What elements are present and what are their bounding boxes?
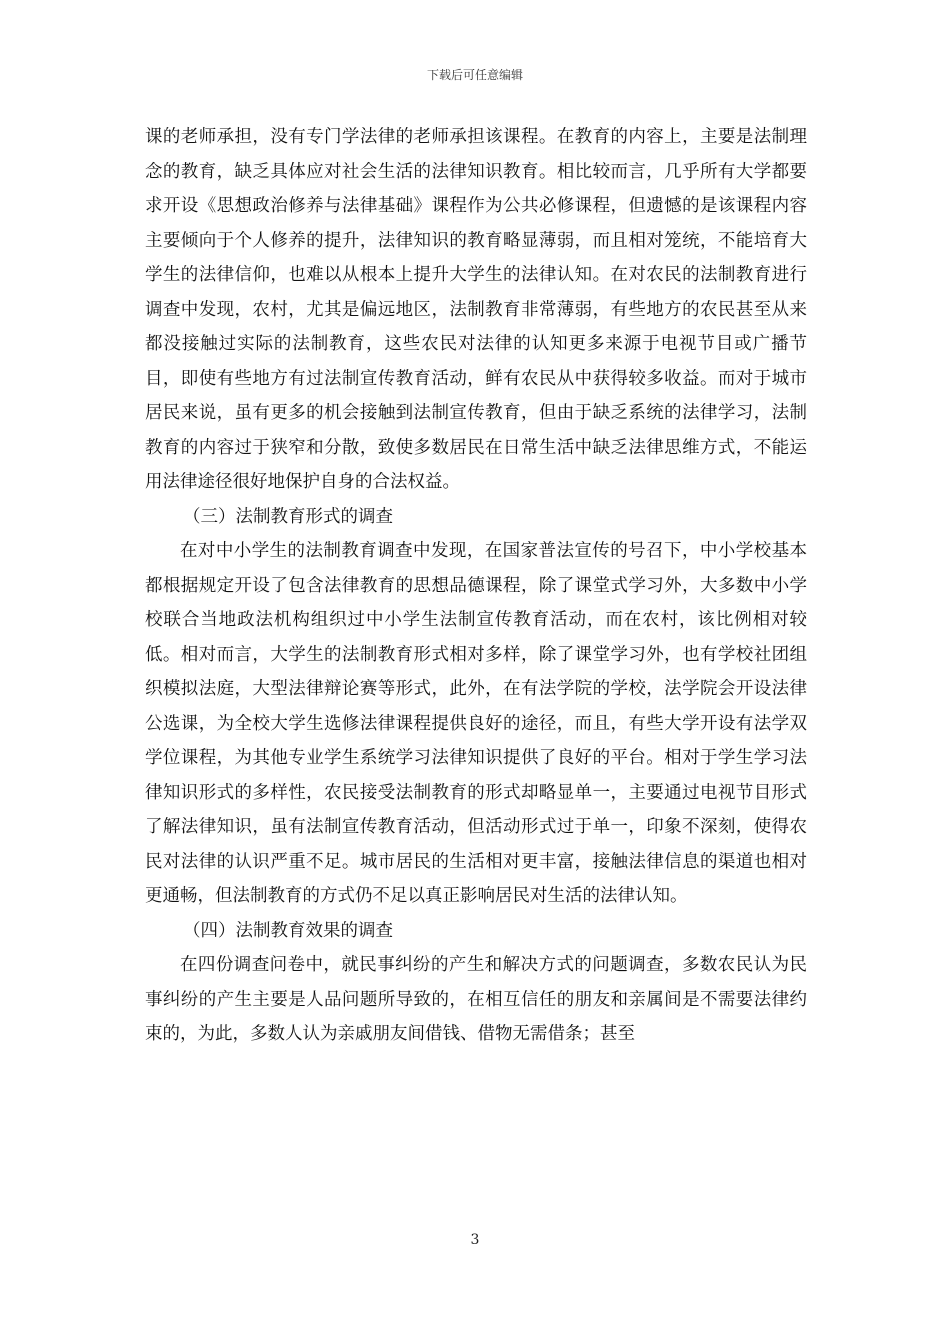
section-heading-4: （四）法制教育效果的调查 (183, 920, 393, 941)
section-heading-3: （三）法制教育形式的调查 (183, 506, 393, 527)
page-header: 下载后可任意编辑 (426, 68, 523, 82)
paragraph-continued: 课的老师承担，没有专门学法律的老师承担该课程。在教育的内容上，主要是法制理念的教育，缺乏具体应对社会生活的法律知识教育。相比较而言，几乎所有大学都要求开设《思想政治修养与法律基础》课程作为公共必修课程，但遗憾的是该课程内容主要倾向于个人修养的提升，法律知识的教育略显薄弱，而且相对笼统，不能培育大学生的法律信仰，也难以从根本上提升大学生的法律认知。在对农民的法制教育进行调查中发现，农村，尤其是偏远地区，法制教育非常薄弱，有些地方的农民甚至从来都没接触过实际的法制教育，这些农民对法律的认知更多来源于电视节目或广播节目，即使有些地方有过法制宣传教育活动，鲜有农民从中获得较多收益。而对于城市居民来说，虽有更多的机会接触到法制宣传教育，但由于缺乏系统的法律学习，法制教育的内容过于狭窄和分散，致使多数居民在日常生活中缺乏法律思维方式，不能运用法律途径很好地保护自身的合法权益。 (145, 127, 807, 492)
paragraph-education-effects: 在四份调查问卷中，就民事纠纷的产生和解决方式的问题调查，多数农民认为民事纠纷的产生主要是人品问题所导致的，在相互信任的朋友和亲属间是不需要法律约束的，为此，多数人认为亲戚朋友间借钱、借物无需借条；甚至 (145, 955, 807, 1044)
document-body (145, 120, 807, 1052)
page-number: 3 (470, 1232, 480, 1248)
paragraph-education-forms: 在对中小学生的法制教育调查中发现，在国家普法宣传的号召下，中小学校基本都根据规定开设了包含法律教育的思想品德课程，除了课堂式学习外，大多数中小学校联合当地政法机构组织过中小学生法制宣传教育活动，而在农村，该比例相对较低。相对而言，大学生的法制教育形式相对多样，除了课堂学习外，也有学校社团组织模拟法庭，大型法律辩论赛等形式，此外，在有法学院的学校，法学院会开设法律公选课，为全校大学生选修法律课程提供良好的途径，而且，有些大学开设有法学双学位课程，为其他专业学生系统学习法律知识提供了良好的平台。相对于学生学习法律知识形式的多样性，农民接受法制教育的形式却略显单一，主要通过电视节目形式了解法律知识，虽有法制宣传教育活动，但活动形式过于单一，印象不深刻，使得农民对法律的认识严重不足。城市居民的生活相对更丰富，接触法律信息的渠道也相对更通畅，但法制教育的方式仍不足以真正影响居民对生活的法律认知。 (145, 541, 807, 906)
